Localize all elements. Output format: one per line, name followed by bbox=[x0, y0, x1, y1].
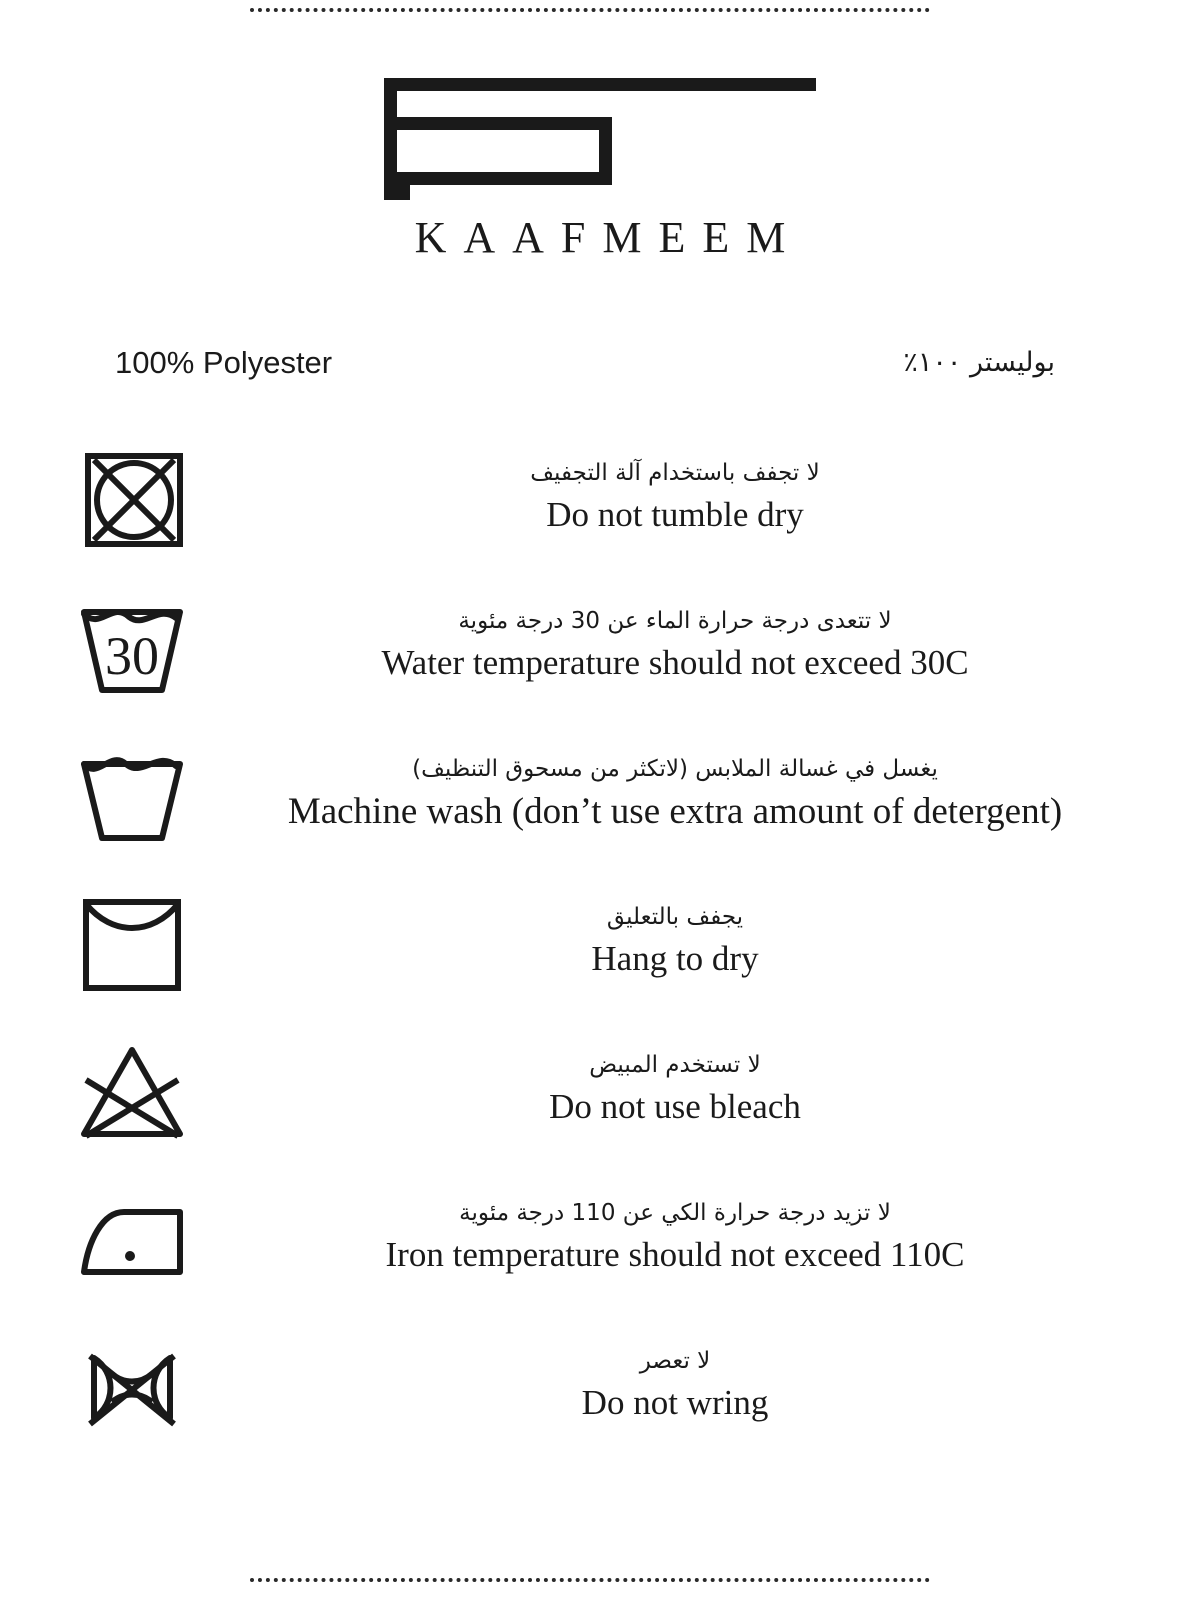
care-row bbox=[0, 736, 1200, 884]
fabric-composition-row bbox=[0, 345, 1200, 405]
fabric-composition-arabic: بوليستر ١٠٠٪ bbox=[903, 347, 1055, 378]
wash-30c-icon bbox=[72, 594, 202, 714]
care-row bbox=[0, 1328, 1200, 1476]
care-text-english: Do not tumble dry bbox=[546, 495, 804, 535]
bottom-dotted-divider bbox=[250, 1578, 930, 1582]
kaafmeem-monogram-icon bbox=[384, 78, 816, 200]
care-text-arabic: لا تتعدى درجة حرارة الماء عن 30 درجة مئوية bbox=[458, 608, 892, 634]
fabric-composition-english: 100% Polyester bbox=[115, 345, 333, 380]
do-not-tumble-dry-icon bbox=[72, 446, 202, 566]
brand-logo-block bbox=[0, 78, 1200, 263]
care-row bbox=[0, 884, 1200, 1032]
care-row bbox=[0, 588, 1200, 736]
care-text bbox=[210, 1050, 1140, 1129]
iron-110c-icon bbox=[72, 1186, 202, 1306]
machine-wash-icon bbox=[72, 742, 202, 862]
care-text-english: Machine wash (don’t use extra amount of detergent) bbox=[287, 791, 1063, 833]
care-text-english: Do not wring bbox=[581, 1383, 769, 1423]
care-text bbox=[210, 1198, 1140, 1277]
care-instruction-list bbox=[0, 440, 1200, 1476]
top-dotted-divider bbox=[250, 8, 930, 12]
care-row bbox=[0, 440, 1200, 588]
care-text-arabic: يجفف بالتعليق bbox=[606, 904, 744, 930]
care-text bbox=[210, 754, 1140, 835]
care-text bbox=[210, 458, 1140, 537]
care-text-english: Iron temperature should not exceed 110C bbox=[385, 1235, 965, 1275]
care-text-arabic: لا تعصر bbox=[639, 1348, 711, 1374]
care-text bbox=[210, 902, 1140, 981]
care-text-arabic: لا تجفف باستخدام آلة التجفيف bbox=[530, 460, 820, 486]
care-text-english: Hang to dry bbox=[591, 939, 759, 979]
care-row bbox=[0, 1180, 1200, 1328]
care-text bbox=[210, 606, 1140, 685]
do-not-wring-icon bbox=[72, 1334, 202, 1454]
care-text-arabic: لا تستخدم المبيض bbox=[589, 1052, 761, 1078]
brand-wordmark: KAAFMEEM bbox=[414, 213, 803, 262]
do-not-bleach-icon bbox=[72, 1038, 202, 1158]
care-row bbox=[0, 1032, 1200, 1180]
care-text-arabic: لا تزيد درجة حرارة الكي عن 110 درجة مئوية bbox=[459, 1200, 891, 1226]
wash-temperature-value: 30 bbox=[105, 626, 159, 686]
care-text-english: Water temperature should not exceed 30C bbox=[381, 643, 969, 683]
hang-to-dry-icon bbox=[72, 890, 202, 1010]
care-text bbox=[210, 1346, 1140, 1425]
care-text-english: Do not use bleach bbox=[549, 1087, 801, 1127]
care-text-arabic: يغسل في غسالة الملابس (لاتكثر من مسحوق التنظيف) bbox=[412, 756, 938, 782]
